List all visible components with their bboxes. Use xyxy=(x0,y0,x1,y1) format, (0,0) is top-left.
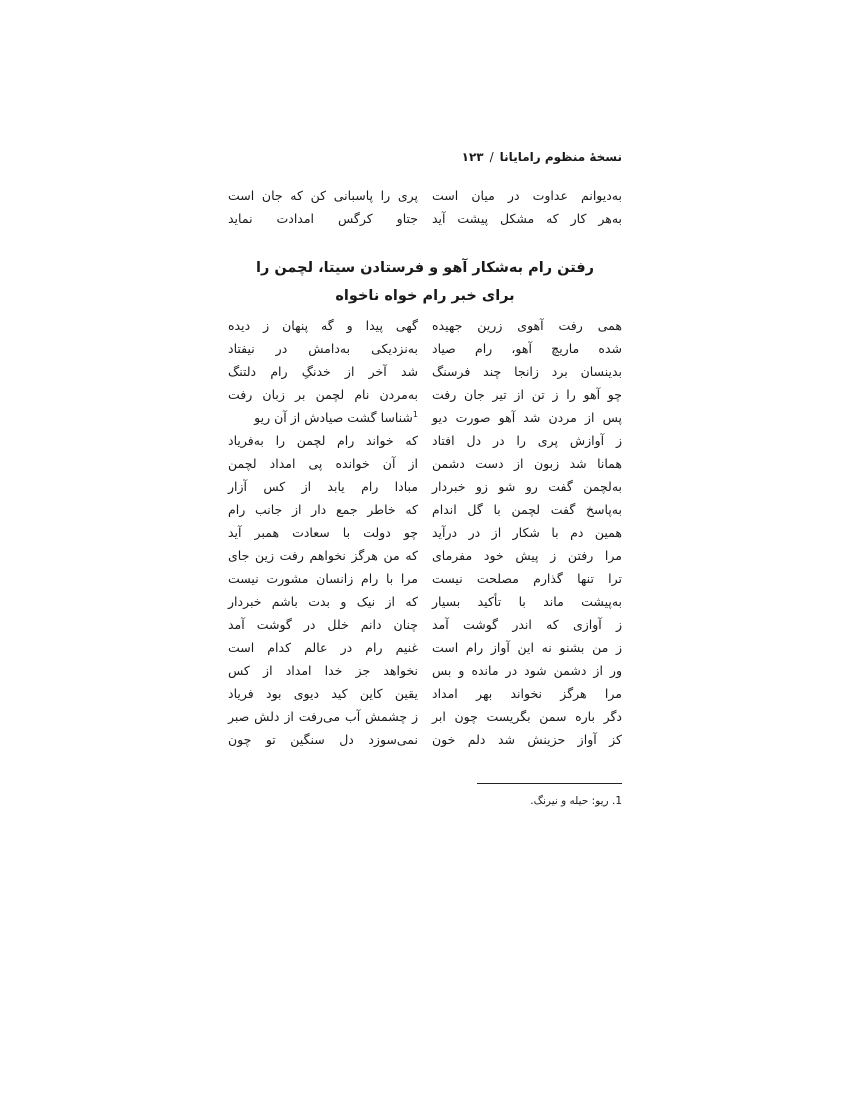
hemistich-right: ور از دشمن شود در مانده و بس xyxy=(432,663,622,678)
book-title: نسخهٔ منظوم رامایانا xyxy=(499,150,622,164)
couplet xyxy=(228,522,622,544)
couplet xyxy=(228,499,622,521)
hemistich-right: بدینسان برد زانجا چند فرسنگ xyxy=(432,364,622,379)
hemistich-right: ترا تنها گذارم مصلحت نیست xyxy=(432,571,622,586)
couplet xyxy=(228,315,622,337)
couplet xyxy=(228,614,622,636)
hemistich-right: به‌پاسخ گفت لچمن با گل اندام xyxy=(432,502,622,517)
couplet xyxy=(228,591,622,613)
section-heading-line-1: رفتن رام به‌شکار آهو و فرستادن سیتا، لچمن را xyxy=(256,260,594,276)
hemistich-left: نمی‌سوزد دل سنگین تو چون xyxy=(228,732,418,747)
hemistich-left: چو دولت با سعادت همبر آید xyxy=(228,525,418,540)
running-header xyxy=(228,150,622,172)
couplet xyxy=(228,683,622,705)
hemistich-right: کز آواز حزینش شد دلم خون xyxy=(432,732,622,747)
hemistich-left: پری را پاسبانی کن که جان است xyxy=(228,188,418,203)
hemistich-right: پس از مردن شد آهو صورت دیو xyxy=(432,410,622,425)
hemistich-left: که خاطر جمع دار از جانب رام xyxy=(228,502,418,517)
couplet xyxy=(228,568,622,590)
hemistich-left: به‌نزدیکی به‌دامش در نیفتاد xyxy=(228,341,418,356)
hemistich-left: نخواهد جز خدا امداد از کس xyxy=(228,663,418,678)
couplet xyxy=(228,208,622,230)
hemistich-right: ز من بشنو نه این آواز رام است xyxy=(432,640,622,655)
hemistich-left: مرا با رام زانسان مشورت نیست xyxy=(228,571,418,586)
section-heading-line-2: برای خبر رام خواه ناخواه xyxy=(335,288,515,304)
hemistich-left: به‌مردن نام لچمن بر زبان رفت xyxy=(228,387,418,402)
couplet xyxy=(228,660,622,682)
couplet xyxy=(228,637,622,659)
hemistich-right: همانا شد زبون از دست دشمن xyxy=(432,456,622,471)
hemistich-left: از آن خوانده پی امداد لچمن xyxy=(228,456,418,471)
couplet xyxy=(228,453,622,475)
hemistich-left: مبادا رام یابد از کس آزار xyxy=(228,479,418,494)
hemistich-left: گهی پیدا و گه پنهان ز دیده xyxy=(228,318,418,333)
page-number: ۱۲۳ xyxy=(461,150,484,164)
couplet xyxy=(228,729,622,751)
couplet xyxy=(228,706,622,728)
hemistich-left: یقین کاین کید دیوی بود فریاد xyxy=(228,686,418,701)
hemistich-right: چو آهو را ز تن از تیر جان رفت xyxy=(432,387,622,402)
couplet xyxy=(228,545,622,567)
couplet xyxy=(228,407,622,429)
hemistich-left: که خواند رام لچمن را به‌فریاد xyxy=(228,433,418,448)
footnote-number: 1. xyxy=(611,795,622,807)
hemistich-left: که از نیک و بدت باشم خبردار xyxy=(228,594,418,609)
hemistich-text: شناسا گشت صیادش از آن ریو xyxy=(254,410,413,425)
hemistich-right: همین دم با شکار از در درآید xyxy=(432,525,622,540)
hemistich-right: به‌لچمن گفت رو شو زو خبردار xyxy=(432,479,622,494)
hemistich-left: که من هرگز نخواهم رفت زین جای xyxy=(228,548,418,563)
hemistich-left: شد آخر از خدنگِ رام دلتنگ xyxy=(228,364,418,379)
header-separator: / xyxy=(489,150,494,164)
hemistich-right: همی رفت آهوی زرین جهیده xyxy=(432,318,622,333)
hemistich-left xyxy=(228,407,418,429)
couplet xyxy=(228,338,622,360)
hemistich-left: ز چشمش آب می‌رفت از دلش صبر xyxy=(228,709,418,724)
hemistich-left: غنیم رام در عالم کدام است xyxy=(228,640,418,655)
hemistich-right: به‌هر کار که مشکل پیشت آید xyxy=(432,211,622,226)
hemistich-right: به‌دیوانم عداوت در میان است xyxy=(432,188,622,203)
footnote-rule xyxy=(477,783,622,784)
couplet xyxy=(228,361,622,383)
hemistich-right: مرا رفتن ز پیش خود مفرمای xyxy=(432,548,622,563)
couplet xyxy=(228,384,622,406)
footnote xyxy=(322,792,622,810)
hemistich-left: چنان دانم خلل در گوشت آمد xyxy=(228,617,418,632)
hemistich-right: دگر باره سمن بگریست چون ابر xyxy=(432,709,622,724)
couplet xyxy=(228,185,622,207)
footnote-text: ریو: حیله و نیرنگ. xyxy=(530,795,609,807)
footnote-marker: 1 xyxy=(412,409,418,419)
couplet xyxy=(228,430,622,452)
hemistich-right: ز آوازش پری را در دل افتاد xyxy=(432,433,622,448)
hemistich-right: شده ماریچ آهو، رام صیاد xyxy=(432,341,622,356)
hemistich-right: ز آوازی که اندر گوشت آمد xyxy=(432,617,622,632)
couplet xyxy=(228,476,622,498)
hemistich-right: به‌پیشت ماند با تأکید بسیار xyxy=(432,594,622,609)
hemistich-left: جتاو کرگس امدادت نماید xyxy=(228,211,418,226)
hemistich-right: مرا هرگز نخواند بهر امداد xyxy=(432,686,622,701)
